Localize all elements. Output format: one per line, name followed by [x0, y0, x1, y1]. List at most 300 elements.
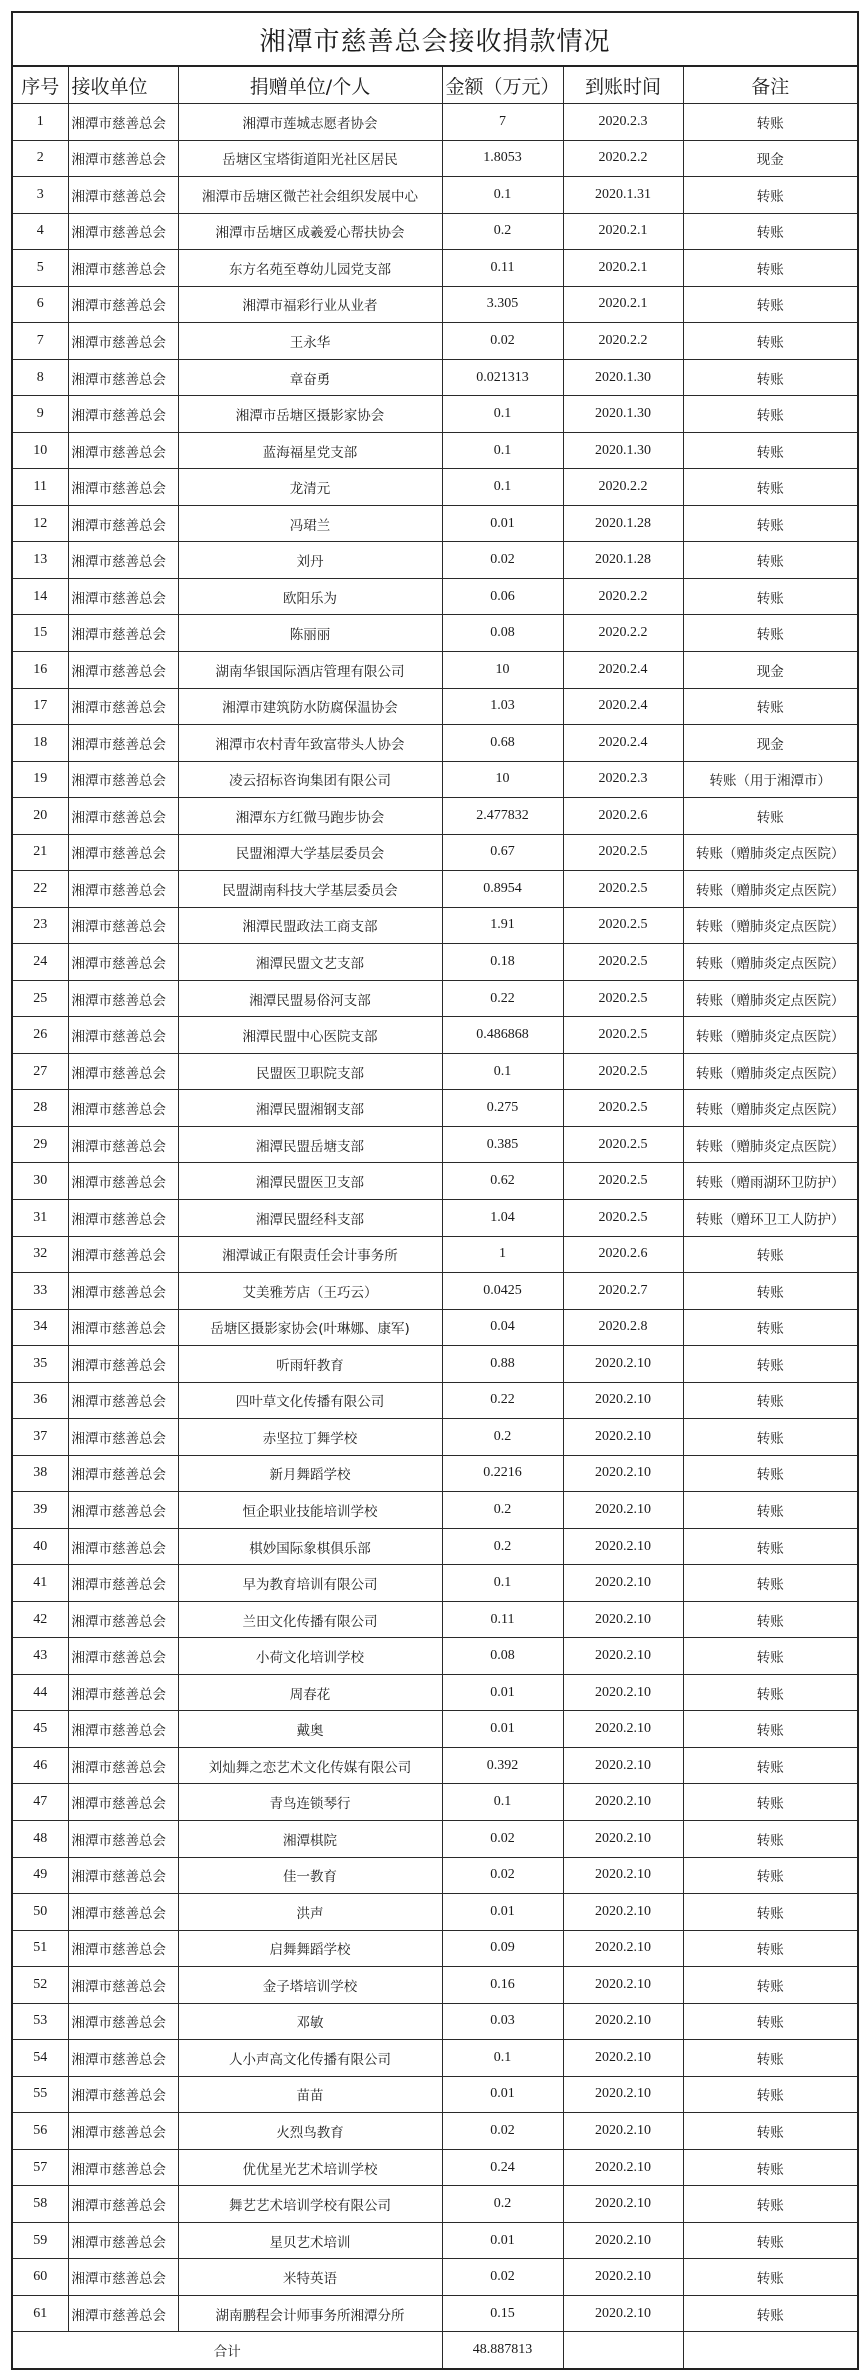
cell-amount: 0.2	[442, 213, 563, 250]
header-seq: 序号	[13, 67, 68, 104]
cell-receiver: 湘潭市慈善总会	[68, 615, 178, 652]
cell-amount: 0.01	[442, 2076, 563, 2113]
cell-seq: 37	[13, 1419, 68, 1456]
cell-seq: 8	[13, 359, 68, 396]
cell-note: 现金	[683, 140, 857, 177]
cell-seq: 19	[13, 761, 68, 798]
cell-donor: 章奋勇	[178, 359, 442, 396]
cell-receiver: 湘潭市慈善总会	[68, 798, 178, 835]
cell-date: 2020.2.5	[563, 1090, 683, 1127]
cell-donor: 艾美雅芳店（王巧云）	[178, 1273, 442, 1310]
cell-donor: 湘潭棋院	[178, 1821, 442, 1858]
cell-receiver: 湘潭市慈善总会	[68, 359, 178, 396]
cell-note: 转账	[683, 688, 857, 725]
cell-amount: 0.1	[442, 1784, 563, 1821]
cell-amount: 0.02	[442, 2113, 563, 2150]
table-row	[13, 615, 857, 652]
cell-amount: 0.01	[442, 2222, 563, 2259]
cell-note: 转账	[683, 1674, 857, 1711]
cell-amount: 0.06	[442, 578, 563, 615]
cell-donor: 周春花	[178, 1674, 442, 1711]
cell-note: 转账（赠环卫工人防护）	[683, 1199, 857, 1236]
donation-table	[13, 67, 857, 2368]
table-row	[13, 286, 857, 323]
cell-receiver: 湘潭市慈善总会	[68, 2040, 178, 2077]
cell-receiver: 湘潭市慈善总会	[68, 1784, 178, 1821]
cell-date: 2020.2.10	[563, 1455, 683, 1492]
table-row	[13, 505, 857, 542]
cell-date: 2020.2.5	[563, 1199, 683, 1236]
cell-date: 2020.2.10	[563, 1747, 683, 1784]
cell-note: 转账（赠肺炎定点医院）	[683, 944, 857, 981]
cell-seq: 56	[13, 2113, 68, 2150]
cell-date: 2020.2.10	[563, 1528, 683, 1565]
cell-note: 转账	[683, 469, 857, 506]
cell-seq: 29	[13, 1126, 68, 1163]
cell-seq: 41	[13, 1565, 68, 1602]
cell-date: 2020.2.10	[563, 2295, 683, 2332]
cell-note: 现金	[683, 652, 857, 689]
table-row	[13, 1455, 857, 1492]
cell-note: 转账（赠肺炎定点医院）	[683, 1017, 857, 1054]
cell-seq: 13	[13, 542, 68, 579]
cell-note: 现金	[683, 725, 857, 762]
cell-donor: 佳一教育	[178, 1857, 442, 1894]
cell-receiver: 湘潭市慈善总会	[68, 1601, 178, 1638]
cell-seq: 12	[13, 505, 68, 542]
cell-note: 转账（赠肺炎定点医院）	[683, 1090, 857, 1127]
cell-note: 转账	[683, 2295, 857, 2332]
cell-note: 转账	[683, 213, 857, 250]
table-row	[13, 2186, 857, 2223]
cell-date: 2020.2.6	[563, 1236, 683, 1273]
cell-date: 2020.2.10	[563, 1492, 683, 1529]
cell-seq: 50	[13, 1894, 68, 1931]
cell-date: 2020.2.4	[563, 688, 683, 725]
cell-date: 2020.2.10	[563, 2222, 683, 2259]
cell-date: 2020.2.10	[563, 1821, 683, 1858]
cell-amount: 0.0425	[442, 1273, 563, 1310]
table-row	[13, 798, 857, 835]
cell-donor: 岳塘区摄影家协会(叶琳娜、康军)	[178, 1309, 442, 1346]
table-row	[13, 1382, 857, 1419]
cell-note: 转账	[683, 432, 857, 469]
cell-amount: 0.2	[442, 1528, 563, 1565]
cell-date: 2020.2.10	[563, 1346, 683, 1383]
cell-note: 转账（赠肺炎定点医院）	[683, 834, 857, 871]
cell-date: 2020.2.10	[563, 2113, 683, 2150]
cell-receiver: 湘潭市慈善总会	[68, 1273, 178, 1310]
cell-receiver: 湘潭市慈善总会	[68, 1930, 178, 1967]
cell-amount: 0.68	[442, 725, 563, 762]
cell-note: 转账	[683, 396, 857, 433]
cell-seq: 49	[13, 1857, 68, 1894]
cell-donor: 四叶草文化传播有限公司	[178, 1382, 442, 1419]
cell-seq: 2	[13, 140, 68, 177]
cell-receiver: 湘潭市慈善总会	[68, 725, 178, 762]
cell-amount: 0.22	[442, 1382, 563, 1419]
cell-receiver: 湘潭市慈善总会	[68, 1419, 178, 1456]
cell-date: 2020.2.1	[563, 250, 683, 287]
cell-donor: 兰田文化传播有限公司	[178, 1601, 442, 1638]
cell-receiver: 湘潭市慈善总会	[68, 1821, 178, 1858]
cell-date: 2020.1.30	[563, 432, 683, 469]
table-row	[13, 140, 857, 177]
table-row	[13, 1894, 857, 1931]
cell-donor: 恒企职业技能培训学校	[178, 1492, 442, 1529]
cell-donor: 湘潭市建筑防水防腐保温协会	[178, 688, 442, 725]
cell-date: 2020.1.31	[563, 177, 683, 214]
cell-note: 转账	[683, 1309, 857, 1346]
cell-seq: 5	[13, 250, 68, 287]
cell-amount: 0.67	[442, 834, 563, 871]
cell-date: 2020.1.30	[563, 396, 683, 433]
cell-amount: 1.91	[442, 907, 563, 944]
table-row	[13, 1528, 857, 1565]
cell-receiver: 湘潭市慈善总会	[68, 1674, 178, 1711]
total-label: 合计	[13, 2332, 442, 2369]
cell-note: 转账	[683, 1419, 857, 1456]
cell-note: 转账	[683, 1528, 857, 1565]
cell-donor: 启舞舞蹈学校	[178, 1930, 442, 1967]
cell-date: 2020.2.10	[563, 2149, 683, 2186]
cell-date: 2020.2.5	[563, 1126, 683, 1163]
cell-date: 2020.2.5	[563, 1053, 683, 1090]
cell-amount: 2.477832	[442, 798, 563, 835]
table-row	[13, 250, 857, 287]
cell-receiver: 湘潭市慈善总会	[68, 1236, 178, 1273]
cell-donor: 湘潭市岳塘区成羲爱心帮扶协会	[178, 213, 442, 250]
cell-date: 2020.2.3	[563, 104, 683, 141]
cell-receiver: 湘潭市慈善总会	[68, 2076, 178, 2113]
cell-donor: 民盟医卫职院支部	[178, 1053, 442, 1090]
cell-receiver: 湘潭市慈善总会	[68, 2149, 178, 2186]
cell-date: 2020.2.10	[563, 1419, 683, 1456]
cell-seq: 38	[13, 1455, 68, 1492]
total-note-empty	[683, 2332, 857, 2369]
cell-date: 2020.2.4	[563, 725, 683, 762]
cell-seq: 34	[13, 1309, 68, 1346]
cell-donor: 苗苗	[178, 2076, 442, 2113]
total-row	[13, 2332, 857, 2369]
cell-receiver: 湘潭市慈善总会	[68, 834, 178, 871]
cell-date: 2020.2.2	[563, 469, 683, 506]
cell-receiver: 湘潭市慈善总会	[68, 250, 178, 287]
cell-note: 转账	[683, 2222, 857, 2259]
cell-donor: 湘潭民盟易俗河支部	[178, 980, 442, 1017]
cell-note: 转账	[683, 2259, 857, 2296]
cell-note: 转账	[683, 505, 857, 542]
table-row	[13, 1309, 857, 1346]
cell-amount: 0.62	[442, 1163, 563, 1200]
cell-amount: 0.01	[442, 505, 563, 542]
cell-donor: 湖南华银国际酒店管理有限公司	[178, 652, 442, 689]
cell-amount: 0.2	[442, 2186, 563, 2223]
cell-receiver: 湘潭市慈善总会	[68, 1565, 178, 1602]
cell-note: 转账	[683, 323, 857, 360]
cell-donor: 棋妙国际象棋俱乐部	[178, 1528, 442, 1565]
cell-donor: 青鸟连锁琴行	[178, 1784, 442, 1821]
cell-seq: 10	[13, 432, 68, 469]
cell-date: 2020.2.5	[563, 944, 683, 981]
table-row	[13, 834, 857, 871]
cell-seq: 30	[13, 1163, 68, 1200]
cell-donor: 小荷文化培训学校	[178, 1638, 442, 1675]
cell-note: 转账（赠肺炎定点医院）	[683, 980, 857, 1017]
cell-date: 2020.2.10	[563, 1930, 683, 1967]
table-row	[13, 432, 857, 469]
cell-amount: 0.275	[442, 1090, 563, 1127]
cell-donor: 优优星光艺术培训学校	[178, 2149, 442, 2186]
cell-date: 2020.2.10	[563, 1967, 683, 2004]
table-row	[13, 2222, 857, 2259]
header-note: 备注	[683, 67, 857, 104]
cell-amount: 0.385	[442, 1126, 563, 1163]
cell-seq: 46	[13, 1747, 68, 1784]
table-row	[13, 1346, 857, 1383]
cell-seq: 15	[13, 615, 68, 652]
header-date: 到账时间	[563, 67, 683, 104]
cell-seq: 58	[13, 2186, 68, 2223]
cell-seq: 36	[13, 1382, 68, 1419]
cell-note: 转账	[683, 1492, 857, 1529]
cell-date: 2020.2.4	[563, 652, 683, 689]
header-row	[13, 67, 857, 104]
table-row	[13, 1565, 857, 1602]
cell-date: 2020.2.10	[563, 2076, 683, 2113]
cell-donor: 湘潭民盟湘钢支部	[178, 1090, 442, 1127]
cell-receiver: 湘潭市慈善总会	[68, 1747, 178, 1784]
cell-seq: 45	[13, 1711, 68, 1748]
cell-receiver: 湘潭市慈善总会	[68, 980, 178, 1017]
table-row	[13, 2076, 857, 2113]
table-row	[13, 1126, 857, 1163]
cell-date: 2020.2.3	[563, 761, 683, 798]
cell-amount: 10	[442, 652, 563, 689]
cell-date: 2020.2.6	[563, 798, 683, 835]
cell-receiver: 湘潭市慈善总会	[68, 104, 178, 141]
cell-donor: 欧阳乐为	[178, 578, 442, 615]
cell-receiver: 湘潭市慈善总会	[68, 2113, 178, 2150]
cell-donor: 新月舞蹈学校	[178, 1455, 442, 1492]
cell-date: 2020.2.10	[563, 1638, 683, 1675]
table-row	[13, 1199, 857, 1236]
cell-receiver: 湘潭市慈善总会	[68, 396, 178, 433]
table-row	[13, 1090, 857, 1127]
cell-amount: 0.8954	[442, 871, 563, 908]
table-row	[13, 725, 857, 762]
cell-receiver: 湘潭市慈善总会	[68, 1309, 178, 1346]
cell-donor: 金子塔培训学校	[178, 1967, 442, 2004]
cell-receiver: 湘潭市慈善总会	[68, 1126, 178, 1163]
cell-seq: 51	[13, 1930, 68, 1967]
cell-donor: 刘灿舞之恋艺术文化传媒有限公司	[178, 1747, 442, 1784]
cell-note: 转账	[683, 1894, 857, 1931]
cell-amount: 0.1	[442, 432, 563, 469]
cell-amount: 0.03	[442, 2003, 563, 2040]
cell-seq: 55	[13, 2076, 68, 2113]
cell-date: 2020.2.10	[563, 2186, 683, 2223]
table-row	[13, 1419, 857, 1456]
cell-amount: 0.15	[442, 2295, 563, 2332]
cell-amount: 0.11	[442, 250, 563, 287]
cell-receiver: 湘潭市慈善总会	[68, 907, 178, 944]
cell-date: 2020.2.1	[563, 286, 683, 323]
cell-seq: 22	[13, 871, 68, 908]
cell-donor: 冯珺兰	[178, 505, 442, 542]
table-row	[13, 1784, 857, 1821]
cell-date: 2020.2.10	[563, 2259, 683, 2296]
table-row	[13, 1638, 857, 1675]
cell-note: 转账	[683, 177, 857, 214]
cell-amount: 1.03	[442, 688, 563, 725]
cell-date: 2020.2.1	[563, 213, 683, 250]
cell-seq: 3	[13, 177, 68, 214]
cell-donor: 戴奥	[178, 1711, 442, 1748]
cell-seq: 32	[13, 1236, 68, 1273]
cell-seq: 20	[13, 798, 68, 835]
cell-amount: 0.1	[442, 1053, 563, 1090]
cell-date: 2020.1.30	[563, 359, 683, 396]
cell-note: 转账	[683, 1346, 857, 1383]
cell-donor: 火烈鸟教育	[178, 2113, 442, 2150]
cell-seq: 14	[13, 578, 68, 615]
table-row	[13, 1674, 857, 1711]
cell-seq: 59	[13, 2222, 68, 2259]
cell-note: 转账	[683, 1821, 857, 1858]
cell-receiver: 湘潭市慈善总会	[68, 2259, 178, 2296]
cell-receiver: 湘潭市慈善总会	[68, 761, 178, 798]
cell-amount: 0.22	[442, 980, 563, 1017]
cell-note: 转账	[683, 1638, 857, 1675]
cell-note: 转账（赠雨湖环卫防护）	[683, 1163, 857, 1200]
cell-receiver: 湘潭市慈善总会	[68, 1163, 178, 1200]
cell-donor: 湘潭民盟文艺支部	[178, 944, 442, 981]
cell-note: 转账（用于湘潭市）	[683, 761, 857, 798]
cell-seq: 27	[13, 1053, 68, 1090]
cell-amount: 0.486868	[442, 1017, 563, 1054]
table-row	[13, 359, 857, 396]
cell-receiver: 湘潭市慈善总会	[68, 1455, 178, 1492]
cell-note: 转账	[683, 359, 857, 396]
header-receiver: 接收单位	[68, 67, 178, 104]
cell-donor: 湘潭市莲城志愿者协会	[178, 104, 442, 141]
table-row	[13, 2295, 857, 2332]
cell-seq: 26	[13, 1017, 68, 1054]
cell-receiver: 湘潭市慈善总会	[68, 1638, 178, 1675]
table-row	[13, 213, 857, 250]
cell-donor: 刘丹	[178, 542, 442, 579]
cell-amount: 1.8053	[442, 140, 563, 177]
table-row	[13, 2040, 857, 2077]
cell-note: 转账	[683, 104, 857, 141]
cell-date: 2020.2.2	[563, 578, 683, 615]
cell-receiver: 湘潭市慈善总会	[68, 2186, 178, 2223]
cell-seq: 7	[13, 323, 68, 360]
cell-receiver: 湘潭市慈善总会	[68, 2295, 178, 2332]
cell-date: 2020.2.2	[563, 615, 683, 652]
header-amount: 金额（万元）	[442, 67, 563, 104]
cell-amount: 7	[442, 104, 563, 141]
cell-note: 转账（赠肺炎定点医院）	[683, 871, 857, 908]
cell-donor: 湘潭东方红微马跑步协会	[178, 798, 442, 835]
cell-seq: 57	[13, 2149, 68, 2186]
cell-donor: 早为教育培训有限公司	[178, 1565, 442, 1602]
cell-amount: 0.2	[442, 1419, 563, 1456]
cell-note: 转账	[683, 2186, 857, 2223]
cell-note: 转账	[683, 2040, 857, 2077]
cell-date: 2020.2.10	[563, 2040, 683, 2077]
cell-note: 转账（赠肺炎定点医院）	[683, 907, 857, 944]
cell-amount: 0.1	[442, 2040, 563, 2077]
table-row	[13, 578, 857, 615]
cell-note: 转账	[683, 542, 857, 579]
cell-donor: 邓敏	[178, 2003, 442, 2040]
cell-donor: 蓝海福星党支部	[178, 432, 442, 469]
cell-donor: 岳塘区宝塔街道阳光社区居民	[178, 140, 442, 177]
cell-amount: 0.1	[442, 469, 563, 506]
cell-receiver: 湘潭市慈善总会	[68, 2003, 178, 2040]
cell-date: 2020.2.10	[563, 1894, 683, 1931]
cell-receiver: 湘潭市慈善总会	[68, 1967, 178, 2004]
cell-donor: 听雨轩教育	[178, 1346, 442, 1383]
cell-amount: 0.24	[442, 2149, 563, 2186]
cell-donor: 湘潭民盟医卫支部	[178, 1163, 442, 1200]
cell-amount: 0.11	[442, 1601, 563, 1638]
cell-amount: 0.01	[442, 1674, 563, 1711]
cell-receiver: 湘潭市慈善总会	[68, 177, 178, 214]
cell-seq: 43	[13, 1638, 68, 1675]
total-amount: 48.887813	[442, 2332, 563, 2369]
cell-note: 转账	[683, 1784, 857, 1821]
cell-donor: 赤坚拉丁舞学校	[178, 1419, 442, 1456]
cell-note: 转账	[683, 1601, 857, 1638]
table-row	[13, 1273, 857, 1310]
cell-donor: 湘潭市福彩行业从业者	[178, 286, 442, 323]
cell-seq: 48	[13, 1821, 68, 1858]
cell-seq: 18	[13, 725, 68, 762]
table-row	[13, 980, 857, 1017]
cell-seq: 1	[13, 104, 68, 141]
cell-receiver: 湘潭市慈善总会	[68, 323, 178, 360]
cell-donor: 舞艺艺术培训学校有限公司	[178, 2186, 442, 2223]
cell-amount: 0.1	[442, 1565, 563, 1602]
cell-date: 2020.2.10	[563, 1711, 683, 1748]
cell-date: 2020.2.5	[563, 1163, 683, 1200]
table-row	[13, 1747, 857, 1784]
cell-donor: 民盟湘潭大学基层委员会	[178, 834, 442, 871]
cell-seq: 31	[13, 1199, 68, 1236]
cell-seq: 42	[13, 1601, 68, 1638]
cell-donor: 湘潭民盟经科支部	[178, 1199, 442, 1236]
cell-date: 2020.2.10	[563, 1784, 683, 1821]
cell-note: 转账	[683, 1967, 857, 2004]
cell-receiver: 湘潭市慈善总会	[68, 505, 178, 542]
cell-donor: 湘潭市岳塘区微芒社会组织发展中心	[178, 177, 442, 214]
cell-date: 2020.2.5	[563, 1017, 683, 1054]
cell-amount: 0.1	[442, 396, 563, 433]
table-row	[13, 1492, 857, 1529]
cell-date: 2020.2.10	[563, 1601, 683, 1638]
cell-seq: 52	[13, 1967, 68, 2004]
cell-donor: 民盟湖南科技大学基层委员会	[178, 871, 442, 908]
cell-amount: 0.18	[442, 944, 563, 981]
table-row	[13, 871, 857, 908]
cell-amount: 0.021313	[442, 359, 563, 396]
cell-seq: 39	[13, 1492, 68, 1529]
cell-amount: 0.09	[442, 1930, 563, 1967]
cell-date: 2020.2.2	[563, 323, 683, 360]
